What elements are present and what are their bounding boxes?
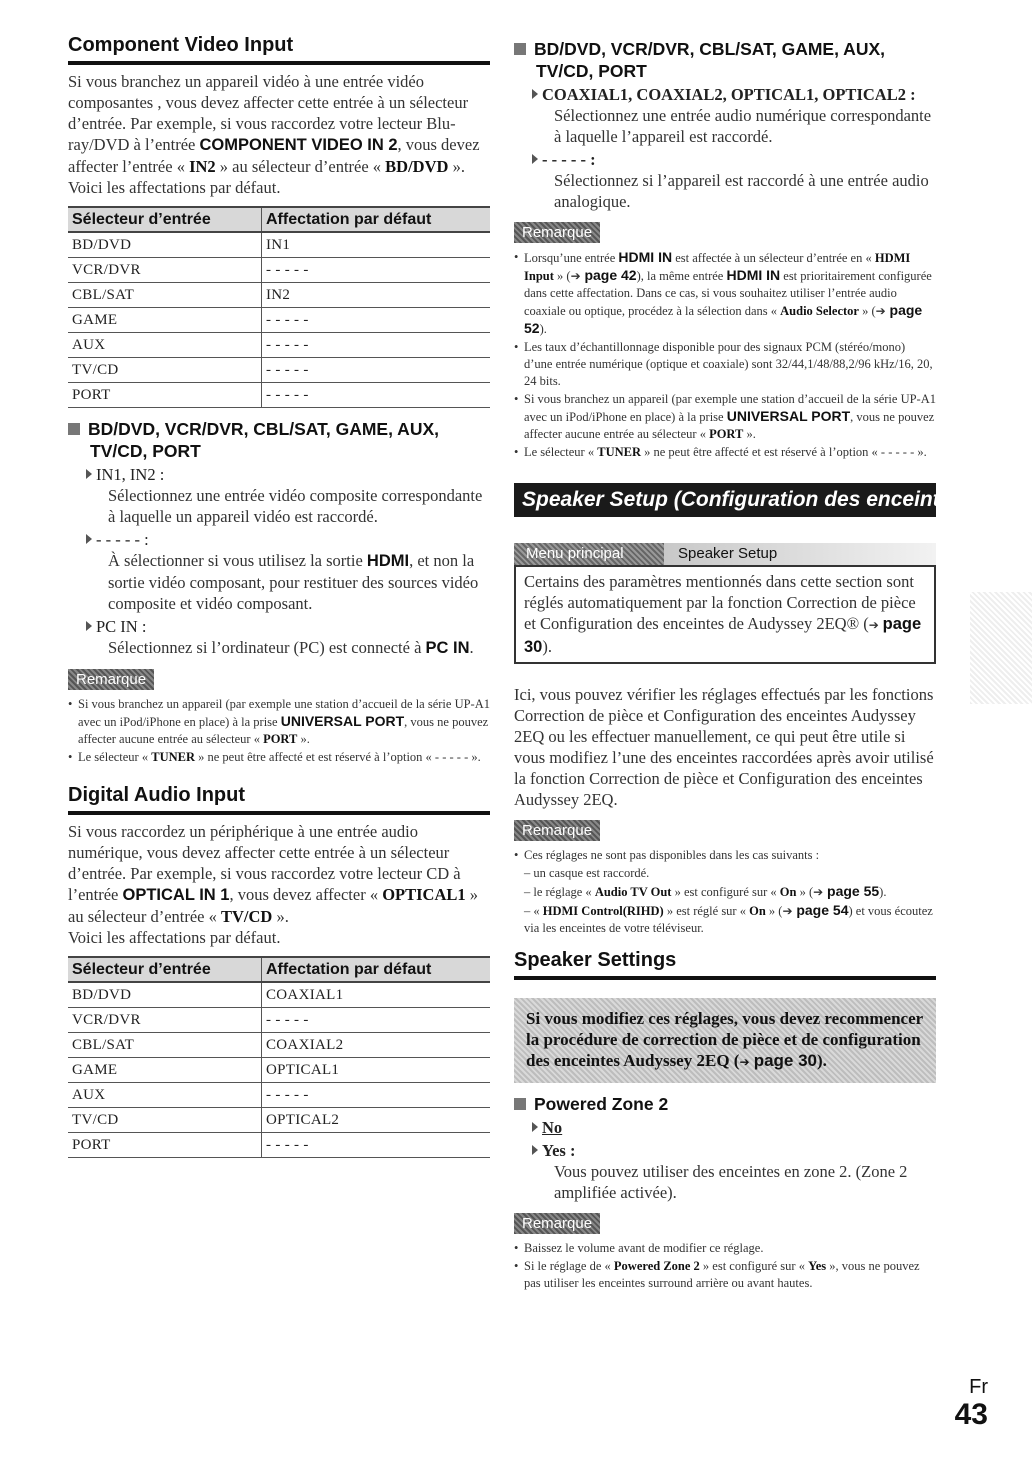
triangle-bullet-icon bbox=[532, 1122, 538, 1132]
table-header: Affectation par défaut bbox=[262, 207, 491, 232]
digital-notes bbox=[514, 249, 936, 461]
square-bullet-icon bbox=[514, 1098, 526, 1110]
menu-breadcrumb bbox=[514, 543, 936, 565]
list-item: • Si vous branchez un appareil (par exemple une station d’accueil de la série UP-A1 avec un iPod/iPhone en place) à la prise UNIVERSAL PORT, vous ne pouvez affecter aucune entrée au sélecteur « PORT ». bbox=[68, 696, 490, 748]
speaker-setup-banner: Speaker Setup (Configuration des enceintes) bbox=[514, 483, 936, 517]
table-row: AUX - - - - - bbox=[68, 333, 490, 358]
table-row: PORT - - - - - bbox=[68, 1133, 490, 1158]
recalibration-warning: Si vous modifiez ces réglages, vous devez recommencer la procédure de correction de pièce et de configuration des enceintes Audyssey 2EQ (➔ page 30). bbox=[514, 998, 936, 1083]
remarque-badge: Remarque bbox=[514, 820, 600, 841]
right-column bbox=[514, 34, 971, 1293]
option-dashes: - - - - - : bbox=[532, 149, 936, 170]
option-dashes: - - - - - : bbox=[86, 529, 490, 550]
table-row: VCR/DVR - - - - - bbox=[68, 1008, 490, 1033]
option-pc-in: PC IN : bbox=[86, 616, 490, 637]
square-bullet-icon bbox=[68, 423, 80, 435]
list-item: – le réglage « Audio TV Out » est configuré sur « On » (➔ page 55). bbox=[524, 883, 887, 899]
speaker-settings-title: Speaker Settings bbox=[514, 949, 936, 980]
list-item: • Le sélecteur « TUNER » ne peut être affecté et est réservé à l’option « - - - - - ». bbox=[514, 444, 936, 461]
remarque-badge: Remarque bbox=[68, 669, 154, 690]
powered-zone2-title: Powered Zone 2 bbox=[514, 1093, 936, 1115]
list-item: • Lorsqu’une entrée HDMI IN est affectée à un sélecteur d’entrée en « HDMI Input » (➔ page 42), la même entrée HDMI IN est prioritairement configurée dans cette affectation. Dans ce cas, si vous souhaitez utiliser l’entrée audio coaxiale ou optique, procédez à la sélection dans « Audio Selector » (➔ page 52). bbox=[514, 249, 936, 338]
table-row: CBL/SAT IN2 bbox=[68, 283, 490, 308]
table-row: GAME OPTICAL1 bbox=[68, 1058, 490, 1083]
list-item: • Le sélecteur « TUNER » ne peut être affecté et est réservé à l’option « - - - - - ». bbox=[68, 749, 490, 766]
digital-sub-title: BD/DVD, VCR/DVR, CBL/SAT, GAME, AUX, TV/CD, PORT bbox=[514, 38, 936, 82]
arrow-icon: ➔ bbox=[813, 885, 828, 899]
table-row: BD/DVD IN1 bbox=[68, 232, 490, 258]
digital-default-table bbox=[68, 956, 490, 1158]
digital-intro: Si vous raccordez un périphérique à une entrée audio numérique, vous devez affecter cette entrée à un sélecteur d’entrée. Par exemple, si vous raccordez votre lecteur CD à l’entrée OPTICAL IN 1, vous devez affecter « OPTICAL1 » au sélecteur d’entrée « TV/CD ». Voici les affectations par défaut. bbox=[68, 822, 479, 947]
option-description: Sélectionnez une entrée vidéo composite correspondante à laquelle un appareil vidéo est raccordé. bbox=[108, 486, 483, 526]
speaker-intro: Ici, vous pouvez vérifier les réglages effectués par les fonctions Correction de pièce et Configuration des enceintes Audyssey 2EQ ou les effectuer manuellement, ce qui peut être utile si vous modifiez l’une des enceintes raccordées après avoir utilisé la fonction Correction de pièce et Configuration des enceintes Audyssey 2EQ. bbox=[514, 685, 934, 809]
list-item: • Si vous branchez un appareil (par exemple une station d’accueil de la série UP-A1 avec un iPod/iPhone en place) à la prise UNIVERSAL PORT, vous ne pouvez affecter aucune entrée au sélecteur « PORT ». bbox=[514, 391, 936, 443]
list-item: – « HDMI Control(RIHD) » est réglé sur « On » (➔ page 54) et vous écoutez via les enceintes de votre téléviseur. bbox=[524, 902, 933, 935]
language-label: Fr bbox=[969, 1376, 988, 1398]
triangle-bullet-icon bbox=[86, 469, 92, 479]
audyssey-info-box: Certains des paramètres mentionnés dans cette section sont réglés automatiquement par la fonction Correction de pièce et Configuration des enceintes de Audyssey 2EQ® (➔ page 30). bbox=[514, 565, 936, 664]
square-bullet-icon bbox=[514, 43, 526, 55]
list-item: – un casque est raccordé. bbox=[524, 866, 650, 880]
arrow-icon: ➔ bbox=[875, 304, 890, 318]
speaker-notes bbox=[514, 847, 936, 937]
component-sub-title: BD/DVD, VCR/DVR, CBL/SAT, GAME, AUX, TV/CD, PORT bbox=[68, 418, 490, 462]
list-item: • Les taux d’échantillonnage disponible pour des signaux PCM (stéréo/mono) d’une entrée numérique (optique et coaxiale) sont 32/44,1/48/88,2/96 kHz/16, 20, 24 bits. bbox=[514, 339, 936, 390]
option-description: Sélectionnez si l’ordinateur (PC) est connecté à PC IN. bbox=[108, 638, 474, 657]
table-row: GAME - - - - - bbox=[68, 308, 490, 333]
table-row: TV/CD - - - - - bbox=[68, 358, 490, 383]
page-number: 43 bbox=[954, 1398, 988, 1431]
triangle-bullet-icon bbox=[86, 534, 92, 544]
component-video-title: Component Video Input bbox=[68, 34, 490, 65]
option-description: Vous pouvez utiliser des enceintes en zone 2. (Zone 2 amplifiée activée). bbox=[554, 1162, 908, 1202]
digital-audio-title: Digital Audio Input bbox=[68, 784, 490, 815]
table-row: VCR/DVR - - - - - bbox=[68, 258, 490, 283]
table-row: TV/CD OPTICAL2 bbox=[68, 1108, 490, 1133]
option-description: À sélectionner si vous utilisez la sortie HDMI, et non la sortie vidéo composant, pour restituer des sources vidéo composite et vidéo composant. bbox=[108, 551, 479, 613]
option-description: Sélectionnez si l’appareil est raccordé à une entrée audio analogique. bbox=[554, 171, 929, 211]
list-item: • Si le réglage de « Powered Zone 2 » est configuré sur « Yes », vous ne pouvez pas utiliser les enceintes surround arrière ou avant hautes. bbox=[514, 1258, 936, 1292]
arrow-icon: ➔ bbox=[868, 618, 883, 632]
component-notes bbox=[68, 696, 490, 766]
breadcrumb-speaker-setup: Speaker Setup bbox=[664, 543, 936, 565]
triangle-bullet-icon bbox=[532, 154, 538, 164]
arrow-icon: ➔ bbox=[570, 269, 585, 283]
table-header: Sélecteur d’entrée bbox=[68, 957, 262, 982]
option-coaxial-optical: COAXIAL1, COAXIAL2, OPTICAL1, OPTICAL2 : bbox=[532, 84, 936, 105]
option-yes: Yes : bbox=[532, 1140, 936, 1161]
table-row: CBL/SAT COAXIAL2 bbox=[68, 1033, 490, 1058]
settings-notes bbox=[514, 1240, 936, 1292]
option-no: No bbox=[532, 1117, 936, 1138]
table-row: BD/DVD COAXIAL1 bbox=[68, 982, 490, 1008]
table-row: AUX - - - - - bbox=[68, 1083, 490, 1108]
component-default-table bbox=[68, 206, 490, 408]
side-tab-decoration bbox=[970, 592, 1032, 704]
triangle-bullet-icon bbox=[86, 621, 92, 631]
table-header: Sélecteur d’entrée bbox=[68, 207, 262, 232]
component-intro: Si vous branchez un appareil vidéo à une entrée vidéo composantes , vous devez affecter cette entrée à un sélecteur d’entrée. Par exemple, si vous raccordez votre lecteur Blu-ray/DVD à l’entrée COMPONENT VIDEO IN 2, vous devez affecter l’entrée « IN2 » au sélecteur d’entrée « BD/DVD ». Voici les affectations par défaut. bbox=[68, 72, 480, 197]
triangle-bullet-icon bbox=[532, 89, 538, 99]
option-in1-in2: IN1, IN2 : bbox=[86, 464, 490, 485]
arrow-icon: ➔ bbox=[782, 904, 797, 918]
left-column bbox=[68, 34, 490, 1168]
breadcrumb-main-menu: Menu principal bbox=[514, 543, 664, 565]
remarque-badge: Remarque bbox=[514, 1213, 600, 1234]
table-row: PORT - - - - - bbox=[68, 383, 490, 408]
list-item: • Ces réglages ne sont pas disponibles dans les cas suivants : bbox=[514, 847, 936, 864]
arrow-icon: ➔ bbox=[739, 1055, 754, 1069]
table-header: Affectation par défaut bbox=[262, 957, 491, 982]
option-description: Sélectionnez une entrée audio numérique correspondante à laquelle l’appareil est raccordé. bbox=[554, 106, 932, 146]
remarque-badge: Remarque bbox=[514, 222, 600, 243]
triangle-bullet-icon bbox=[532, 1145, 538, 1155]
list-item: • Baissez le volume avant de modifier ce réglage. bbox=[514, 1240, 936, 1257]
